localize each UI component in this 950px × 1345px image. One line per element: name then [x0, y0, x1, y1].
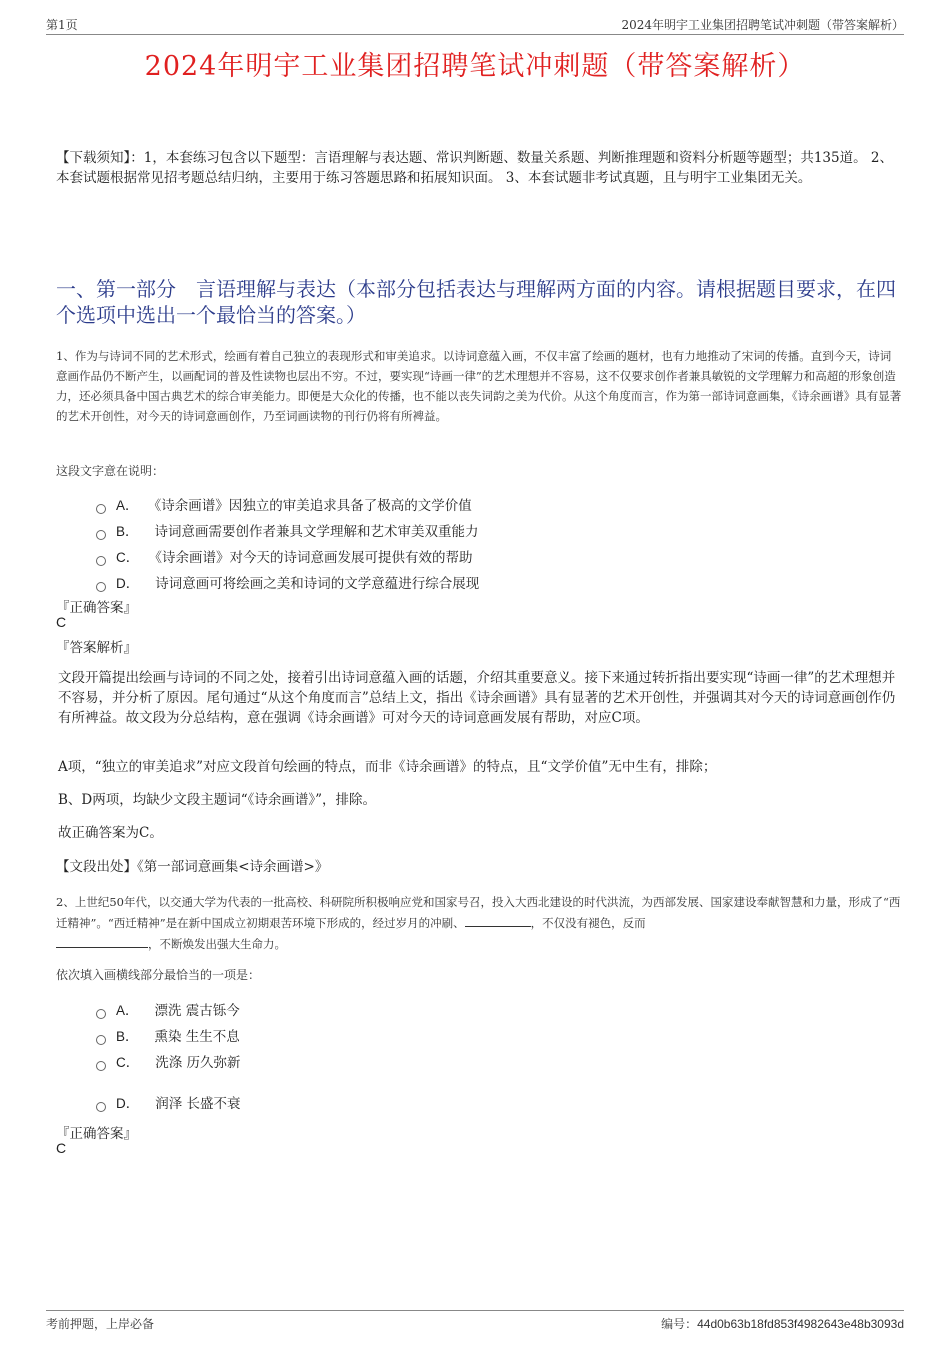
question-2-text: 2、上世纪50年代，以交通大学为代表的一批高校、科研院所积极响应党和国家号召，投入大西北建设的时代洪流，为西部发展、国家建设奉献智慧和力量，形成了“西迁精神”。“西迁精神”是在新中国成立初期艰苦环境下形成的，经过岁月的冲刷、 ，不仅没有褪色，反而 ，不断焕发出强大生命力。 [56, 895, 901, 951]
radio-icon[interactable] [96, 530, 106, 540]
question-2-option-b[interactable]: B． 熏染 生生不息 [96, 1027, 240, 1047]
question-1-conclusion: 故正确答案为C。 [58, 825, 163, 841]
question-2-option-d[interactable]: D． 润泽 长盛不衰 [96, 1094, 241, 1114]
question-1-option-b[interactable]: B． 诗词意画需要创作者兼具文学理解和艺术审美双重能力 [96, 522, 479, 542]
question-1-analysis-label: 『答案解析』 [56, 640, 137, 656]
radio-icon[interactable] [96, 1009, 106, 1019]
section-heading: 一、第一部分 言语理解与表达（本部分包括表达与理解两方面的内容。请根据题目要求，在四个选项中选出一个最恰当的答案。） [56, 277, 896, 327]
header-doc-title: 2024年明宇工业集团招聘笔试冲刺题（带答案解析） [621, 18, 904, 32]
page-footer [46, 1310, 904, 1333]
radio-icon[interactable] [96, 556, 106, 566]
question-1-text: 1、作为与诗词不同的艺术形式，绘画有着自己独立的表现形式和审美追求。以诗词意蕴入画，不仅丰富了绘画的题材，也有力地推动了宋词的传播。直到今天，诗词意画作品仍不断产生，以画配词的普及性读物也层出不穷。不过，要实现“诗画一律”的艺术理想并不容易，这不仅要求创作者兼具敏锐的文学理解力和高超的形象创造力，还必须具备中国古典艺术的综合审美能力。即便是大众化的传播，也不能以丧失词韵之美为代价。从这个角度而言，作为第一部诗词意画集，《诗余画谱》具有显著的艺术开创性，对今天的诗词意画创作，乃至词画读物的刊行仍将有所裨益。 [56, 349, 902, 423]
radio-icon[interactable] [96, 504, 106, 514]
fill-blank-2[interactable] [56, 933, 148, 948]
question-2-option-a[interactable]: A． 漂洗 震古铄今 [96, 1001, 240, 1021]
radio-icon[interactable] [96, 1061, 106, 1071]
question-1-answer: C [56, 614, 67, 630]
question-2-answer-label: 『正确答案』 [56, 1126, 137, 1142]
footer-code: 编号：44d0b63b18fd853f4982643e48b3093d [661, 1317, 904, 1331]
question-1-analysis-paragraph: 文段开篇提出绘画与诗词的不同之处，接着引出诗词意蕴入画的话题，介绍其重要意义。接下来通过转折指出要实现“诗画一律”的艺术理想并不容易，并分析了原因。尾句通过“从这个角度而言”总结上文，指出《诗余画谱》具有显著的艺术开创性，并强调其对今天的诗词意画创作仍有所裨益。故文段为分总结构，意在强调《诗余画谱》可对今天的诗词意画发展有帮助，对应C项。 [58, 670, 896, 726]
page-number: 第1页 [46, 18, 78, 32]
question-1-analysis-option-bd: B、D两项，均缺少文段主题词“《诗余画谱》”，排除。 [58, 792, 377, 808]
question-1-option-a[interactable]: A． 《诗余画谱》因独立的审美追求具备了极高的文学价值 [96, 496, 472, 516]
question-2-prompt: 依次填入画横线部分最恰当的一项是： [56, 968, 261, 982]
question-1-source: 【文段出处】《第一部词意画集<诗余画谱>》 [56, 859, 329, 875]
question-2-answer: C [56, 1140, 67, 1156]
page-title: 2024年明宇工业集团招聘笔试冲刺题（带答案解析） [144, 51, 806, 82]
question-1-option-d[interactable]: D． 诗词意画可将绘画之美和诗词的文学意蕴进行综合展现 [96, 574, 479, 594]
fill-blank-1[interactable] [465, 912, 531, 927]
footer-slogan: 考前押题，上岸必备 [46, 1317, 155, 1331]
radio-icon[interactable] [96, 582, 106, 592]
page-header [46, 16, 904, 35]
radio-icon[interactable] [96, 1035, 106, 1045]
question-2-option-c[interactable]: C． 洗涤 历久弥新 [96, 1053, 241, 1073]
question-1-option-c[interactable]: C． 《诗余画谱》对今天的诗词意画发展可提供有效的帮助 [96, 548, 473, 568]
radio-icon[interactable] [96, 1102, 106, 1112]
question-1-answer-label: 『正确答案』 [56, 600, 137, 616]
question-1-prompt: 这段文字意在说明： [56, 464, 165, 478]
question-1-analysis-option-a: A项，“独立的审美追求”对应文段首句绘画的特点，而非《诗余画谱》的特点，且“文学价值”无中生有，排除； [58, 759, 717, 775]
download-notice: 【下载须知】：1，本套练习包含以下题型：言语理解与表达题、常识判断题、数量关系题、判断推理题和资料分析题等题型；共135道。 2、本套试题根据常见招考题总结归纳，主要用于练习答题思路和拓展知识面。 3、本套试题非考试真题，且与明宇工业集团无关。 [56, 150, 893, 186]
